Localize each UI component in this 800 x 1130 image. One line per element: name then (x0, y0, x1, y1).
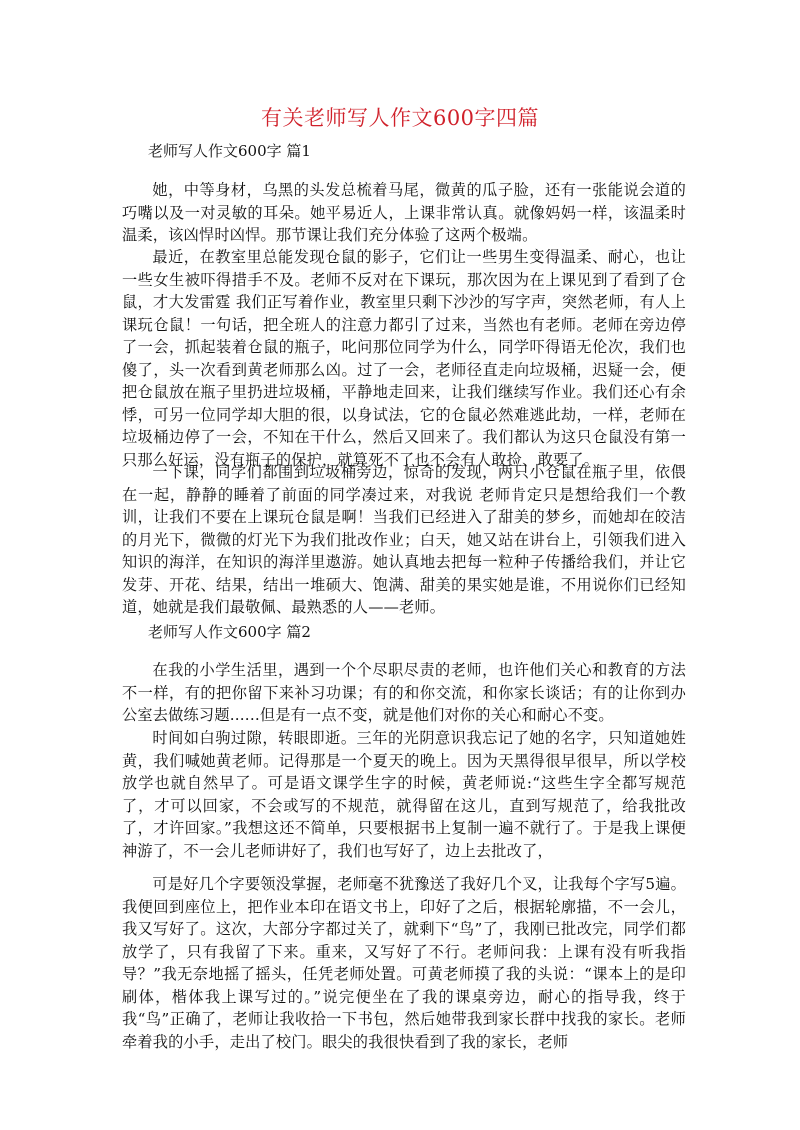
paragraph: 一下课，同学们都围到垃圾桶旁边，惊奇的发现，两只小仓鼠在瓶子里，依偎在一起，静静的睡着了前面的同学凑过来，对我说 老师肯定只是想给我们一个教训，让我们不要在上课玩仓鼠是啊！当我们已经进入了甜美的梦乡，而她却在皎洁的月光下，微微的灯光下为我们批改作业；白天，她又站在讲台上，引领我们进入知识的海洋，在知识的海洋里遨游。她认真地去把每一粒种子传播给我们，并让它发芽、开花、结果，结出一堆硕大、饱满、甜美的果实她是谁，不用说你们已经知道，她就是我们最敬佩、最熟悉的人——老师。 (122, 463, 686, 616)
document-title: 有关老师写人作文600字四篇 (260, 106, 540, 130)
section-heading-1: 老师写人作文600字 篇1 (148, 142, 311, 160)
paragraph: 最近，在教室里总能发现仓鼠的影子，它们让一些男生变得温柔、耐心，也让一些女生被吓得措手不及。老师不反对在下课玩，那次因为在上课见到了看到了仓鼠，才大发雷霆 我们正写着作业，教室里只剩下沙沙的写字声，突然老师，有人上课玩仓鼠！一句话，把全班人的注意力都引了过来，当然也有老师。老师在旁边停了一会，抓起装着仓鼠的瓶子，叱问那位同学为什么，同学吓得语无伦次，我们也傻了，头一次看到黄老师那么凶。过了一会，老师径直走向垃圾桶，迟疑一会，便把仓鼠放在瓶子里扔进垃圾桶，平静地走回来，让我们继续写作业。我们还心有余悸，可另一位同学却大胆的很，以身试法，它的仓鼠必然难逃此劫，一样，老师在垃圾桶边停了一会，不知在干什么，然后又回来了。我们都认为这只仓鼠没有第一只那么好运，没有瓶子的保护，就算死不了也不会有人敢捡、敢要了。 (122, 248, 686, 469)
paragraph: 时间如白驹过隙，转眼即逝。三年的光阴意识我忘记了她的名字，只知道她姓黄，我们喊她黄老师。记得那是一个夏天的晚上。因为天黑得很早很早，所以学校放学也就自然早了。可是语文课学生字的时候，黄老师说:“这些生字全都写规范了，才可以回家，不会或写的不规范，就得留在这儿，直到写规范了，给我批改了，才许回家。”我想这还不简单，只要根据书上复制一遍不就行了。于是我上课便神游了，不一会儿老师讲好了，我们也写好了，边上去批改了， (122, 729, 686, 860)
section-heading-2: 老师写人作文600字 篇2 (148, 623, 311, 641)
paragraph: 在我的小学生活里，遇到一个个尽职尽责的老师，也许他们关心和教育的方法不一样，有的把你留下来补习功课；有的和你交流，和你家长谈话；有的让你到办公室去做练习题......但是有一点不变，就是他们对你的关心和耐心不变。 (122, 661, 686, 724)
paragraph: 可是好几个字要领没掌握，老师毫不犹豫送了我好几个叉，让我每个字写5遍。我便回到座位上，把作业本印在语文书上，印好了之后，根据轮廓描，不一会儿，我又写好了。这次，大部分字都过关了，就剩下“鸟”了，我刚已批改完，同学们都放学了，只有我留了下来。重来，又写好了不行。老师问我：上课有没有听我指导？”我无奈地摇了摇头，任凭老师处置。可黄老师摸了我的头说：“课本上的是印刷体，楷体我上课写过的。”说完便坐在了我的课桌旁边，耐心的指导我，终于我“鸟”正确了，老师让我收拾一下书包，然后她带我到家长群中找我的家长。老师牵着我的小手，走出了校门。眼尖的我很快看到了我的家长，老师 (122, 875, 686, 1051)
paragraph: 她，中等身材，乌黑的头发总梳着马尾，微黄的瓜子脸，还有一张能说会道的巧嘴以及一对灵敏的耳朵。她平易近人，上课非常认真。就像妈妈一样，该温柔时温柔，该凶悍时凶悍。那节课让我们充分体验了这两个极端。 (122, 181, 686, 244)
